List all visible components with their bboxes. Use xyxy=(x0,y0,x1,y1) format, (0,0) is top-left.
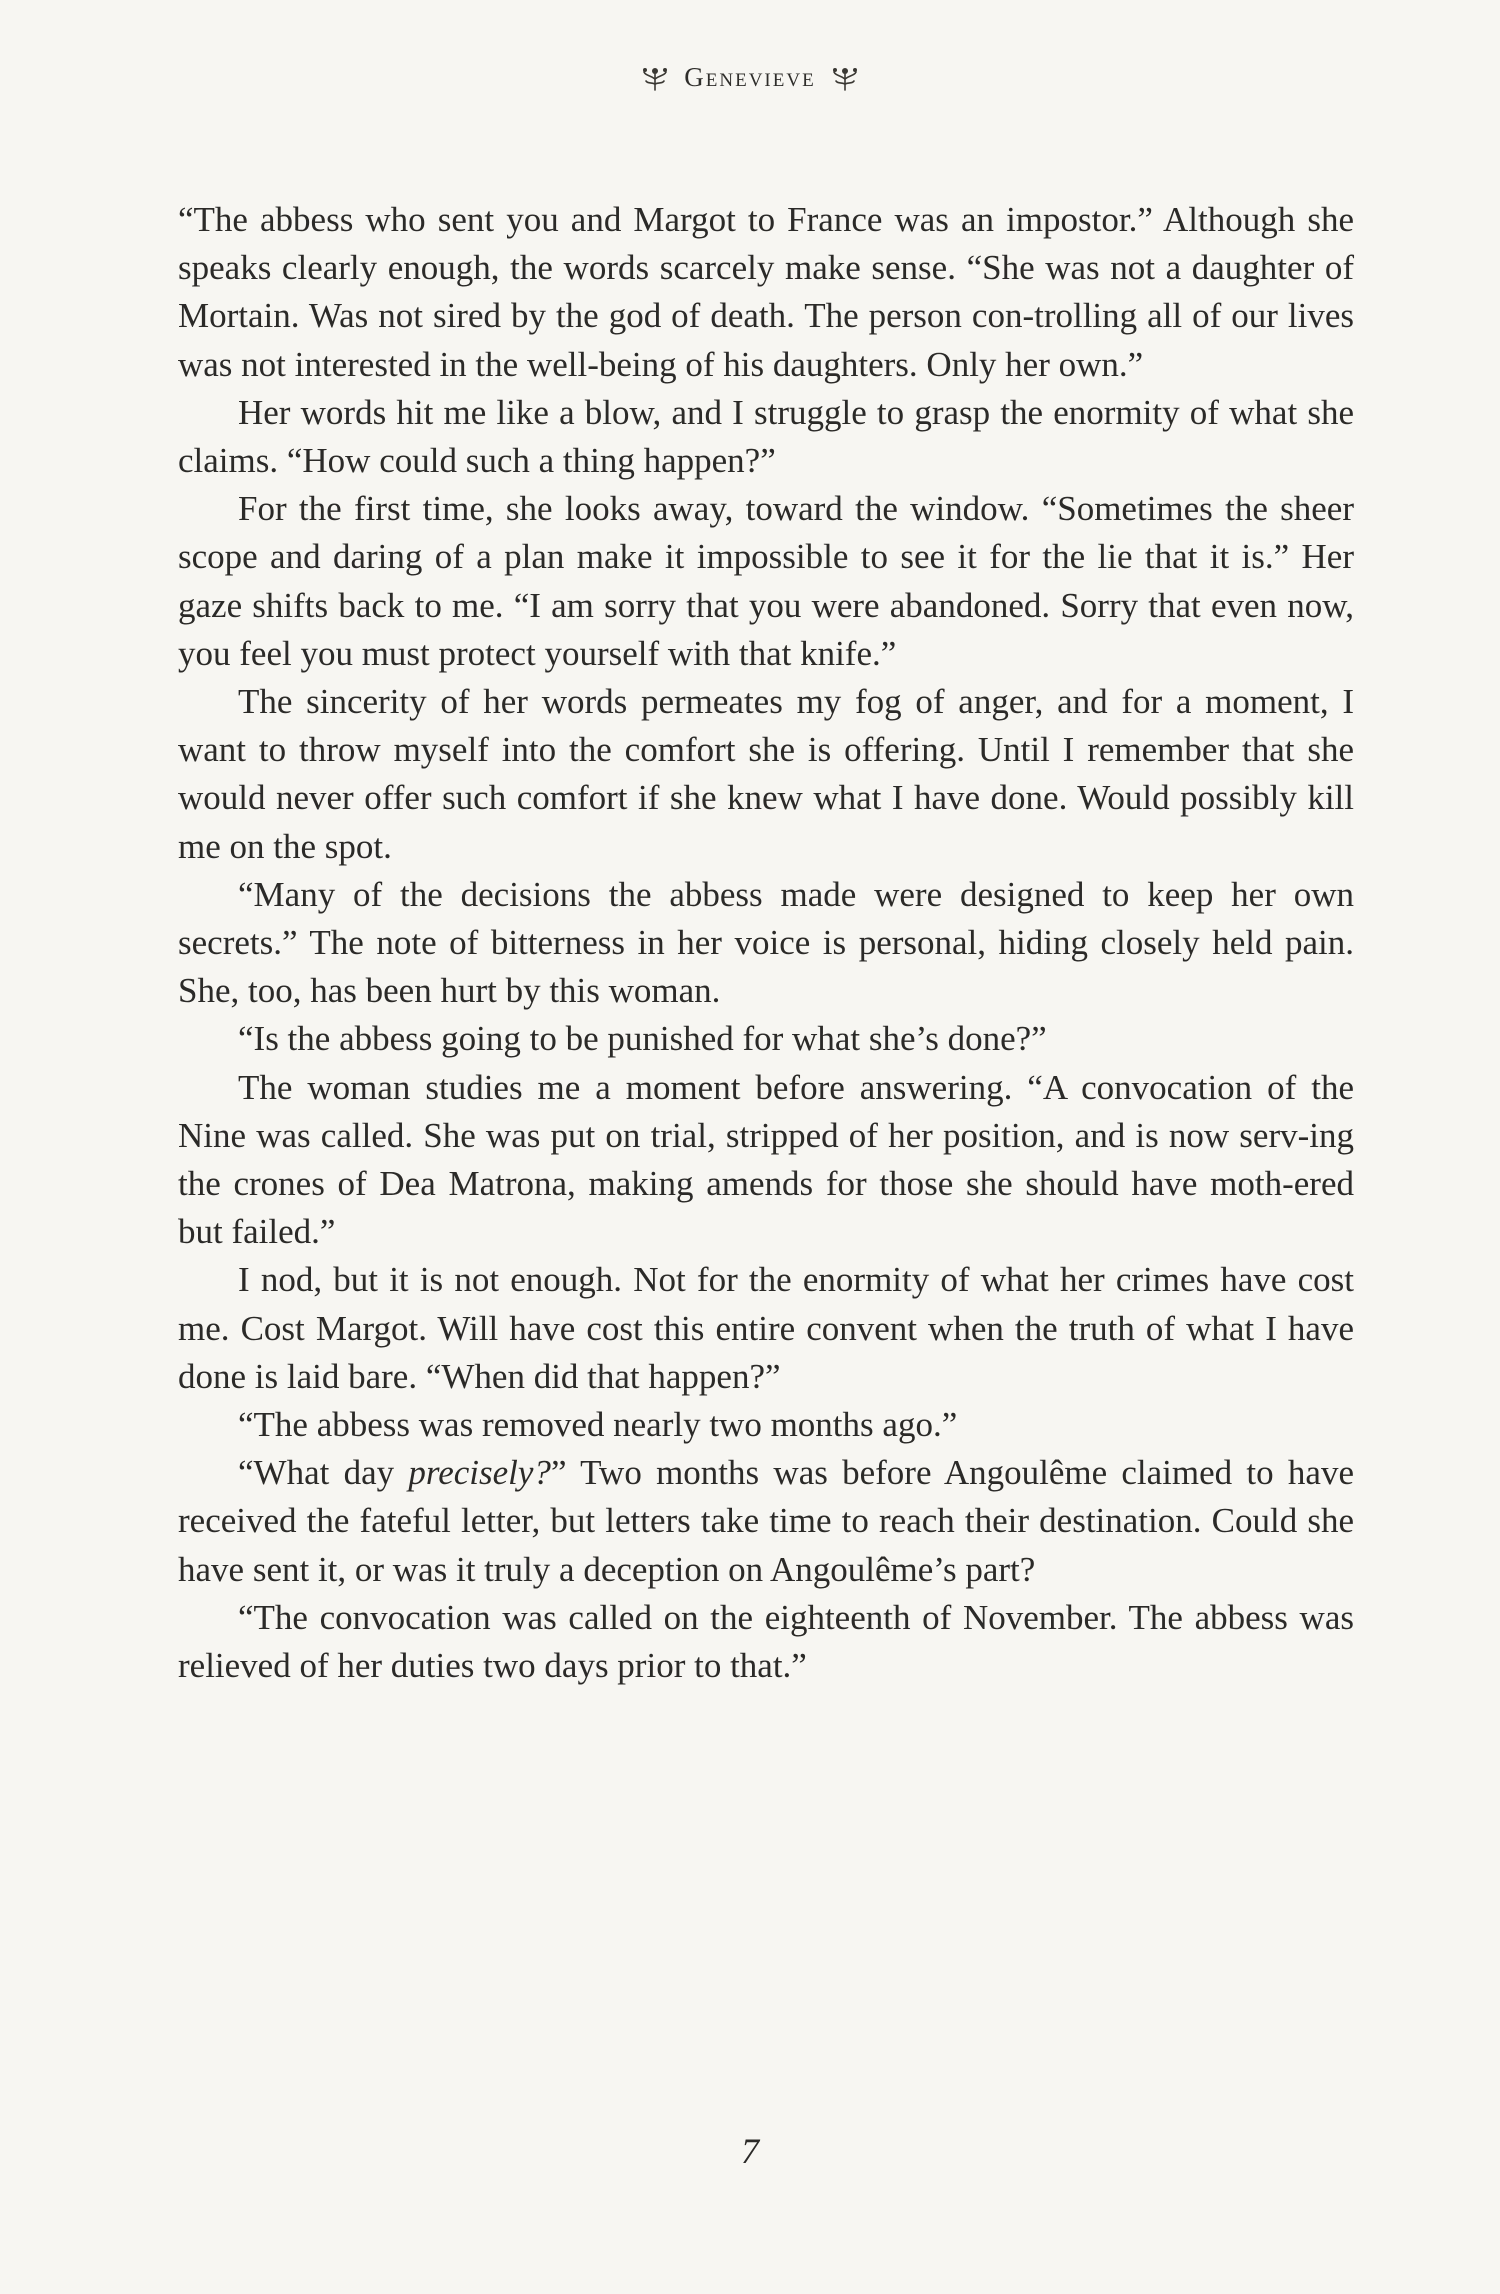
paragraph: Her words hit me like a blow, and I struggle to grasp the enormity of what she claims. “How could such a thing happen?” xyxy=(178,392,1354,481)
paragraph: I nod, but it is not enough. Not for the enormity of what her crimes have cost me. Cost Margot. Will have cost this entire convent when the truth of what I have done is laid bare. “When did that happen?” xyxy=(178,1260,1354,1396)
paragraph: For the first time, she looks away, toward the window. “Sometimes the sheer scope and daring of a plan make it impossible to see it for the lie that it is.” Her gaze shifts back to me. “I am sorry that you were abandoned. Sorry that even now, you feel you must protect yourself with that knife.” xyxy=(178,489,1354,673)
body-text xyxy=(178,196,1354,1690)
running-head xyxy=(0,62,1500,93)
paragraph: The woman studies me a moment before answering. “A convocation of the Nine was called. She was put on trial, stripped of her position, and is now serv-ing the crones of Dea Matrona, making amends for those she should have moth-ered but failed.” xyxy=(178,1067,1354,1252)
paragraph: “The abbess was removed nearly two months ago.” xyxy=(238,1405,958,1445)
emphasized-text: precisely? xyxy=(408,1453,551,1493)
paragraph-text: “What day xyxy=(238,1453,409,1493)
paragraph-text: ” Two months was before Angoulême claimed to have received the fateful letter, but letters take time to reach their destination. Could she have sent it, or was it truly a deception on Angoulême’s part? xyxy=(178,1453,1354,1589)
flower-ornament-icon xyxy=(640,63,670,93)
paragraph: “The abbess who sent you and Margot to France was an impostor.” Although she speaks clearly enough, the words scarcely make sense. “She was not a daughter of Mortain. Was not sired by the god of death. The person con-trolling all of our lives was not interested in the well-being of his daughters. Only her own.” xyxy=(178,200,1354,384)
running-head-title: Genevieve xyxy=(684,62,816,92)
paragraph: “Many of the decisions the abbess made were designed to keep her own secrets.” The note of bitterness in her voice is personal, hiding closely held pain. She, too, has been hurt by this woman. xyxy=(178,874,1354,1011)
page-number: 7 xyxy=(741,2131,759,2171)
paragraph: “The convocation was called on the eighteenth of November. The abbess was relieved of her duties two days prior to that.” xyxy=(178,1597,1354,1686)
paragraph: “Is the abbess going to be punished for what she’s done?” xyxy=(238,1019,1047,1059)
paragraph xyxy=(178,1449,1354,1594)
paragraph: The sincerity of her words permeates my fog of anger, and for a moment, I want to throw myself into the comfort she is offering. Until I remember that she would never offer such comfort if she knew what I have done. Would possibly kill me on the spot. xyxy=(178,682,1354,866)
flower-ornament-icon xyxy=(830,63,860,93)
